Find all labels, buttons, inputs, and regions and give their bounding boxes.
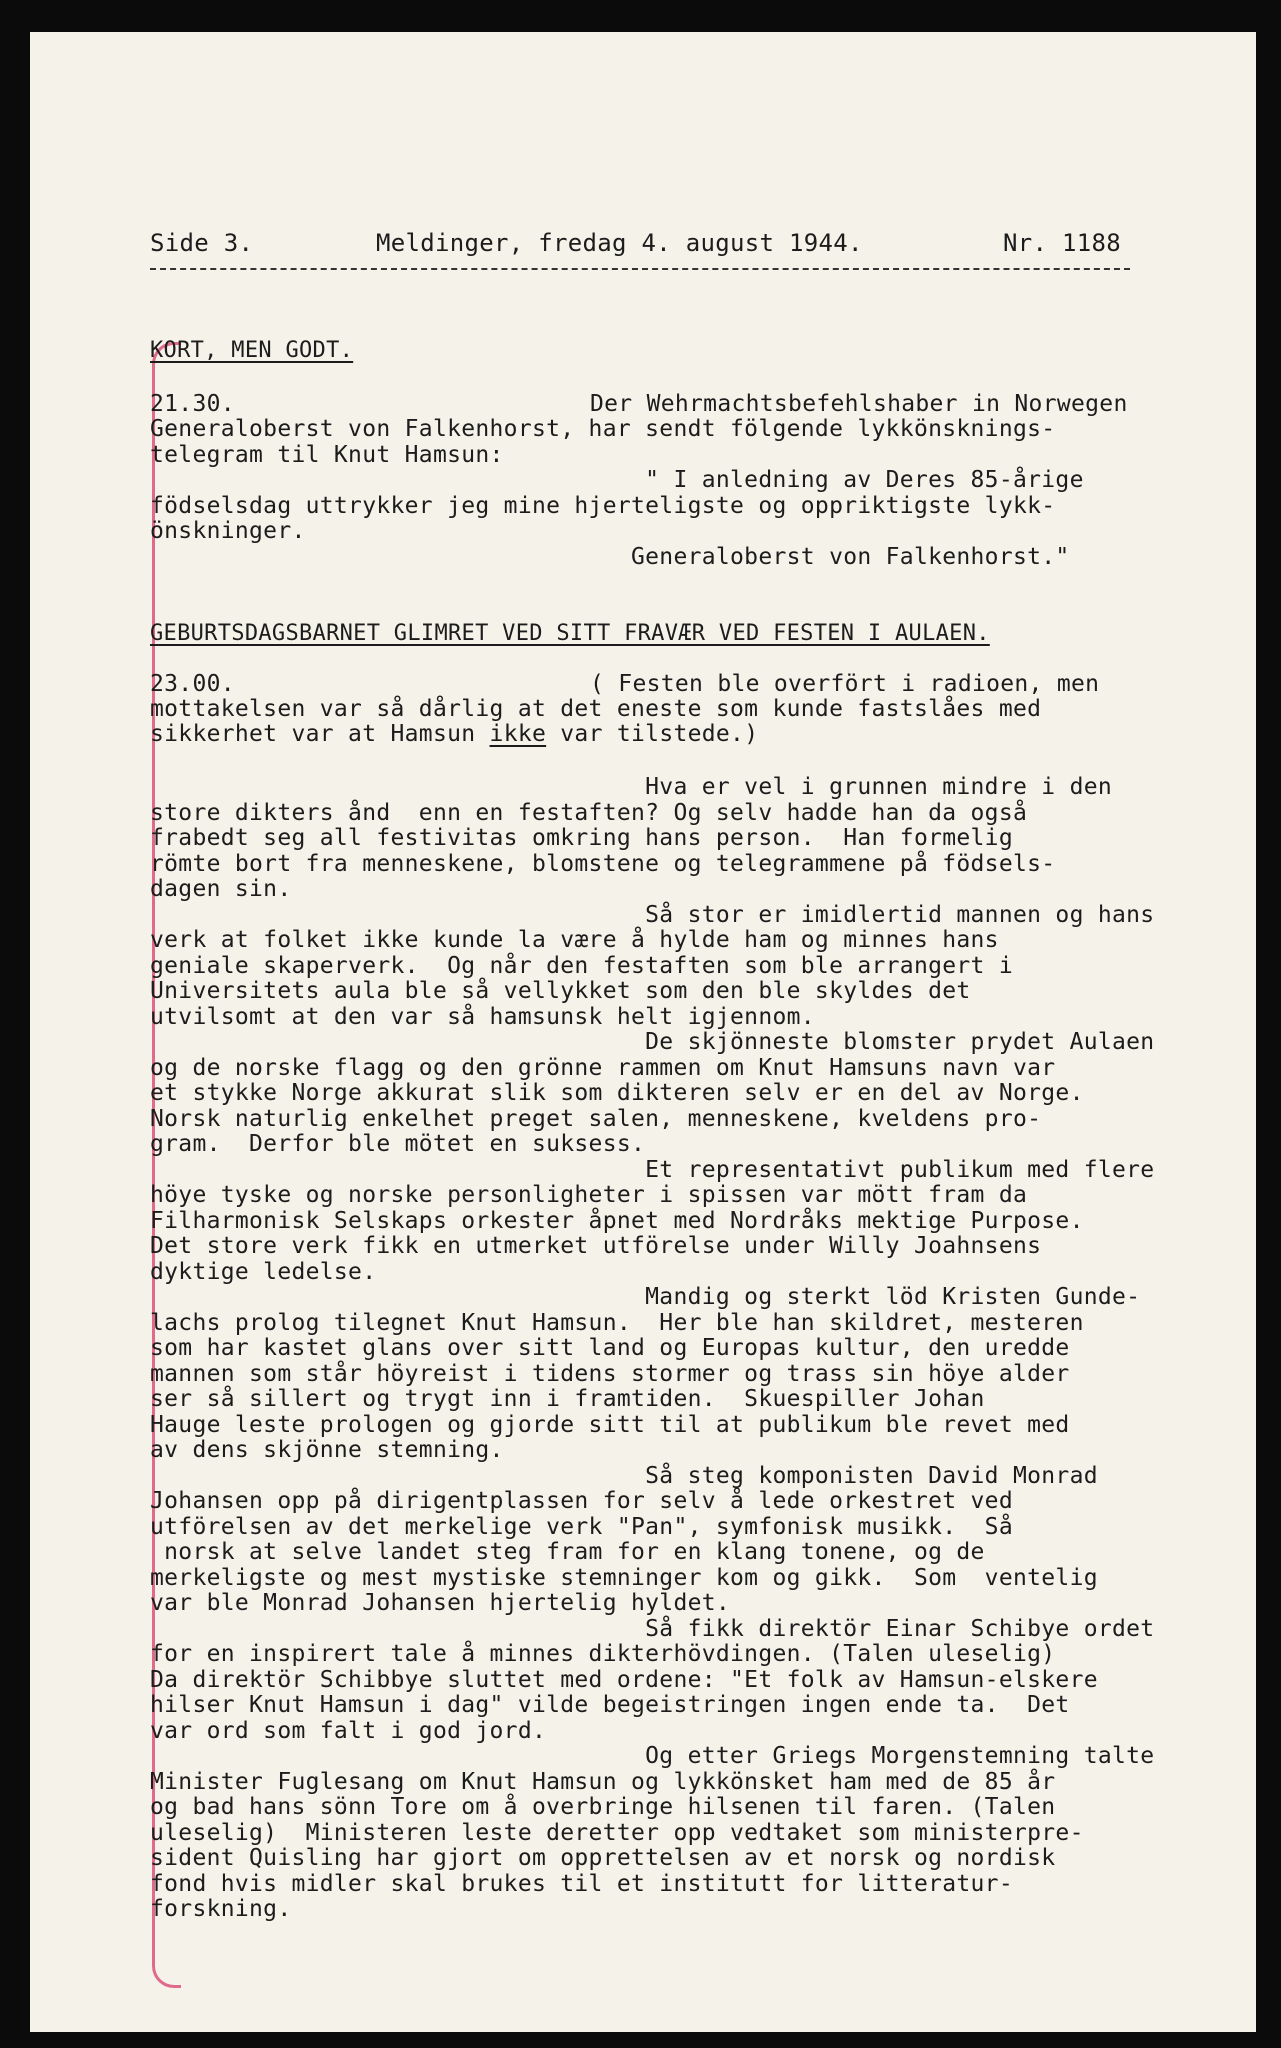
header-title: Meldinger, fredag 4. august 1944. — [376, 229, 863, 257]
item2-body-line: Så stor er imidlertid mannen og hans — [150, 901, 1155, 928]
item2-intro — [150, 697, 1170, 723]
item1-time: 21.30. — [150, 391, 235, 417]
item1-heading: KORT, MEN GODT. — [150, 338, 354, 363]
item1-line: " I anledning av Deres 85-årige — [150, 467, 1084, 493]
item2-body-line: var ord som falt i god jord. — [150, 1717, 547, 1744]
item2-body-line: som har kastet glans over sitt land og Europas kultur, den uredde — [150, 1335, 1070, 1361]
item2-body-line: Et representativt publikum med flere — [150, 1156, 1155, 1183]
item2-body-line: sident Quisling har gjort om opprettelsen av et norsk og nordisk — [150, 1845, 1056, 1871]
item2-body — [150, 775, 1170, 1923]
emphasis-ikke: ikke — [489, 721, 547, 747]
item2-body-line: for en inspirert tale å minnes dikterhövdingen. (Talen uleselig) — [150, 1641, 1056, 1667]
item2-intro-last-line — [150, 722, 758, 748]
item2-body-line: verk at folket ikke kunde la være å hylde ham og minnes hans — [150, 927, 999, 953]
item2-body-line: Universitets aula ble så vellykket som den ble skyldes det — [150, 978, 971, 1004]
item2-body-line: Mandig og sterkt löd Kristen Gunde- — [150, 1284, 1141, 1310]
item2-body-line: Det store verk fikk en utmerket utförelse under Willy Joahnsens — [150, 1233, 1042, 1259]
item2-body-line: hilser Knut Hamsun i dag" vilde begeistringen ingen ende ta. Det — [150, 1692, 1070, 1718]
item2-body-line: av dens skjönne stemning. — [150, 1437, 504, 1463]
intro-last-post: var tilstede.) — [546, 721, 759, 747]
item2-body-line: frabedt seg all festivitas omkring hans person. Han formelig — [150, 825, 1013, 851]
item2-body-line: mannen som står höyreist i tidens stormer og trass sin höye alder — [150, 1360, 1070, 1387]
item2-body-line: forskning. — [150, 1896, 292, 1922]
item1-body — [150, 417, 1170, 570]
item2-body-line: og de norske flagg og den grönne rammen om Knut Hamsuns navn var — [150, 1054, 1056, 1081]
item2-body-line: Så steg komponisten David Monrad — [150, 1462, 1098, 1489]
item2-body-line: merkeligste og mest mystiske stemninger kom og gikk. Som ventelig — [150, 1564, 1098, 1591]
item2-body-line: höye tyske og norske personligheter i spissen var mött fram da — [150, 1182, 1028, 1208]
item2-body-line: ser så sillert og trygt inn i framtiden. Skuespiller Johan — [150, 1386, 985, 1412]
item2-body-line: lachs prolog tilegnet Knut Hamsun. Her ble han skildret, mesteren — [150, 1309, 1084, 1336]
item2-body-line: norsk at selve landet steg fram for en klang tonene, og de — [150, 1539, 985, 1565]
item2-body-line: gram. Derfor ble mötet en suksess. — [150, 1131, 646, 1157]
item2-body-line: utvilsomt at den var så hamsunsk helt igjennom. — [150, 1003, 815, 1030]
item2-heading: GEBURTSDAGSBARNET GLIMRET VED SITT FRAVÆR VED FESTEN I AULAEN. — [150, 621, 990, 646]
item2-body-line: Så fikk direktör Einar Schibye ordet — [150, 1615, 1155, 1642]
item2-body-line: Hva er vel i grunnen mindre i den — [150, 774, 1113, 800]
header-divider — [150, 268, 1130, 270]
page-number: Side 3. — [150, 229, 254, 257]
item2-time: 23.00. — [150, 671, 235, 697]
item1-first-line: Der Wehrmachtsbefehlshaber in Norwegen — [590, 391, 1128, 417]
item2-first-line: ( Festen ble overfört i radioen, men — [590, 671, 1100, 697]
item1-line: Generaloberst von Falkenhorst." — [150, 543, 1070, 570]
item2-body-line: Da direktör Schibbye sluttet med ordene: "Et folk av Hamsun-elskere — [150, 1666, 1098, 1693]
item1-line: önskninger. — [150, 518, 306, 544]
item2-body-line: utförelsen av det merkelige verk "Pan", symfonisk musikk. Så — [150, 1513, 1013, 1540]
item2-body-line: Hauge leste prologen og gjorde sitt til at publikum ble revet med — [150, 1411, 1070, 1438]
item2-body-line: fond hvis midler skal brukes til et institutt for litteratur- — [150, 1870, 1013, 1897]
item2-body-line: De skjönneste blomster prydet Aulaen — [150, 1029, 1155, 1055]
item2-body-line: Og etter Griegs Morgenstemning talte — [150, 1743, 1155, 1769]
item2-intro-line: mottakelsen var så dårlig at det eneste som kunde fastslåes med — [150, 696, 1042, 722]
item1-line: födselsdag uttrykker jeg mine hjerteligste og oppriktigste lykk- — [150, 492, 1056, 519]
item2-body-line: Filharmonisk Selskaps orkester åpnet med Nordråks mektige Purpose. — [150, 1207, 1084, 1234]
intro-last-pre: sikkerhet var at Hamsun — [150, 721, 490, 747]
item1-line: telegram til Knut Hamsun: — [150, 441, 504, 468]
item2-body-line: store dikters ånd enn en festaften? Og selv hadde han da også — [150, 799, 1028, 826]
item2-body-line: et stykke Norge akkurat slik som dikteren selv er en del av Norge. — [150, 1080, 1084, 1106]
item2-body-line: uleselig) Ministeren leste deretter opp vedtaket som ministerpre- — [150, 1819, 1084, 1846]
item2-body-line: dagen sin. — [150, 876, 292, 902]
item2-body-line: Johansen opp på dirigentplassen for selv å lede orkestret ved — [150, 1488, 1013, 1514]
item2-body-line: Minister Fuglesang om Knut Hamsun og lykkönsket ham med de 85 år — [150, 1768, 1056, 1795]
item2-body-line: dyktige ledelse. — [150, 1258, 377, 1285]
item2-body-line: geniale skaperverk. Og når den festaften som ble arrangert i — [150, 952, 1013, 979]
item2-body-line: Norsk naturlig enkelhet preget salen, menneskene, kveldens pro- — [150, 1105, 1042, 1132]
item2-body-line: var ble Monrad Johansen hjertelig hyldet. — [150, 1590, 731, 1616]
bulletin-number: Nr. 1188 — [1003, 229, 1121, 257]
item2-body-line: og bad hans sönn Tore om å overbringe hilsenen til faren. (Talen — [150, 1794, 1056, 1820]
item1-line: Generaloberst von Falkenhorst, har sendt fölgende lykkönsknings- — [150, 416, 1056, 442]
item2-body-line: römte bort fra menneskene, blomstene og telegrammene på födsels- — [150, 850, 1056, 877]
